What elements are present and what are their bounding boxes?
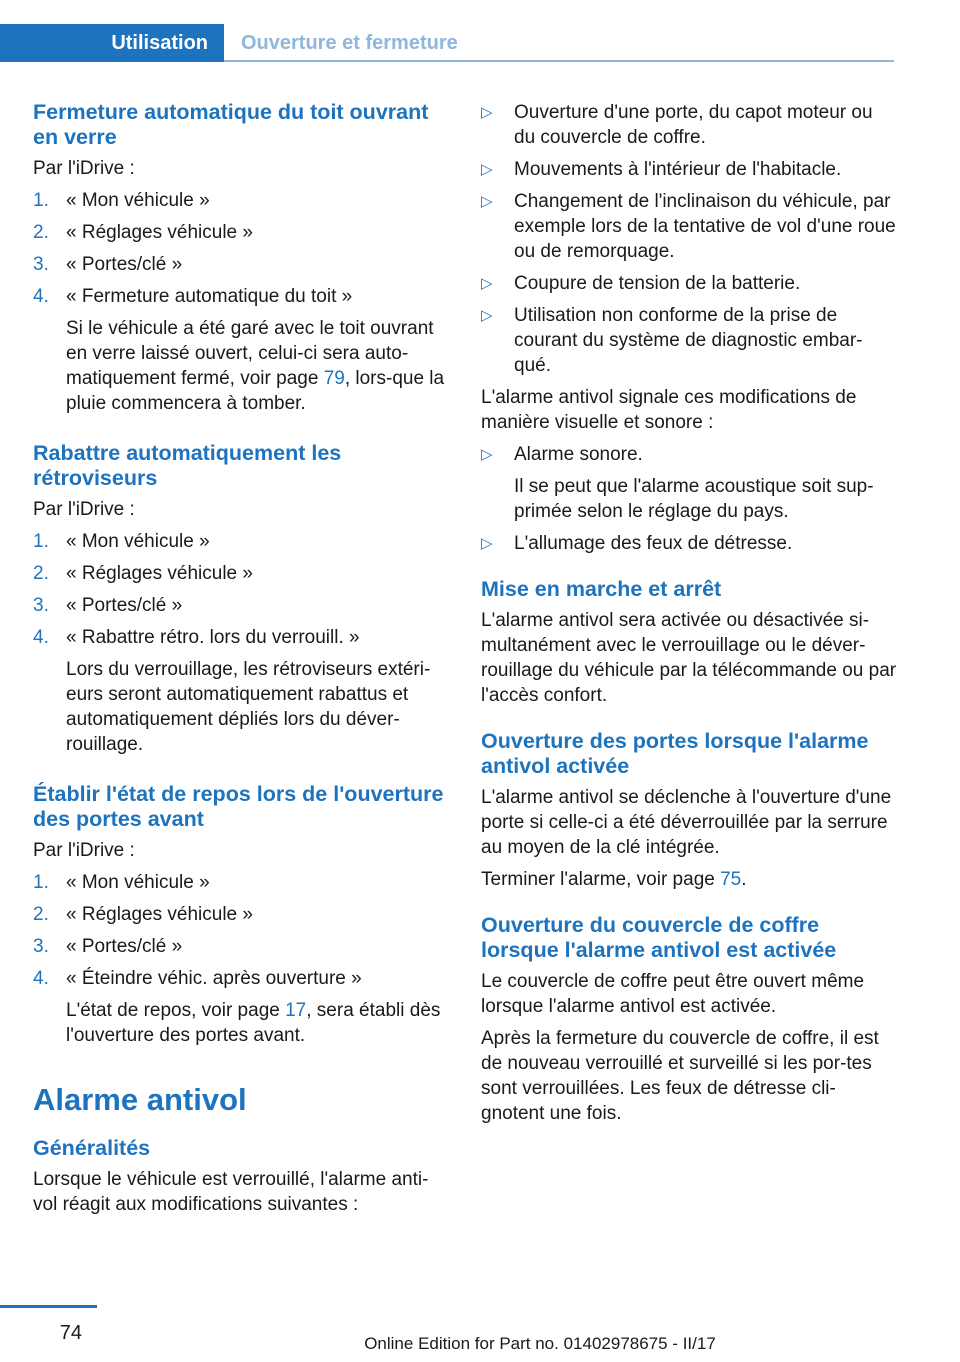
intro-text: Par l'iDrive : [33,158,135,179]
menu-path-text: « Mon véhicule » [66,531,210,552]
list-number: 1. [33,872,49,893]
list-number: 3. [33,254,49,275]
chapter-title: Alarme antivol [33,1082,247,1117]
list-number: 3. [33,936,49,957]
list-item [33,625,449,757]
menu-path-text: « Éteindre véhic. après ouverture » [66,968,362,989]
menu-path-text: « Mon véhicule » [66,190,210,211]
section-title: Généralités [33,1136,151,1160]
body-text: L'alarme antivol sera activée ou désactivée si-multanément avec le verrouillage ou le déver-rouillage du véhicule par la télécommande ou par l'accès confort. [481,610,897,706]
list-item [33,966,449,1048]
menu-path-text: « Réglages véhicule » [66,222,253,243]
numbered-list [33,529,449,757]
intro-text: Par l'iDrive : [33,499,135,520]
list-item [481,442,897,524]
body-text: L'alarme antivol signale ces modifications de manière visuelle et sonore : [481,387,857,433]
page-link-17[interactable]: 17 [285,1000,307,1021]
note-text: L'état de repos, voir page [66,1000,286,1021]
page-link-79[interactable]: 79 [323,368,345,389]
list-number: 1. [33,190,49,211]
list-item [33,870,449,895]
numbered-list [33,188,449,416]
menu-path-text: « Réglages véhicule » [66,904,253,925]
list-number: 4. [33,627,49,648]
list-item [33,252,449,277]
bullet-text: Ouverture d'une porte, du capot moteur ou du couvercle de coffre. [514,102,873,148]
menu-path-text: « Portes/clé » [66,595,183,616]
note-text: Si le véhicule a été garé avec le toit ouvrant en verre laissé ouvert, celui-ci sera auto-matiquement fermé, voir page [66,318,434,389]
list-item [33,529,449,554]
triangle-bullet-icon: ▷ [481,104,493,121]
list-number: 2. [33,563,49,584]
list-item [33,593,449,618]
bullet-text: Alarme sonore. [514,444,643,465]
body-text: L'alarme antivol se déclenche à l'ouverture d'une porte si celle-ci a été déverrouillée par la serrure au moyen de la clé intégrée. [481,787,892,858]
list-number: 4. [33,286,49,307]
menu-path-text: « Portes/clé » [66,254,183,275]
note-text: , sera établi dès l'ouverture des portes avant. [66,1000,441,1046]
list-item [481,189,897,264]
triangle-bullet-icon: ▷ [481,275,493,292]
section-title: Fermeture automatique du toit ouvrant en verre [33,100,429,149]
triangle-bullet-icon: ▷ [481,535,493,552]
triangle-bullet-icon: ▷ [481,161,493,178]
intro-text: Par l'iDrive : [33,840,135,861]
triangle-bullet-icon: ▷ [481,446,493,463]
list-item [481,100,897,150]
list-number: 2. [33,904,49,925]
list-item [481,303,897,378]
numbered-list [33,870,449,1048]
page-number: 74 [59,1322,82,1344]
body-text: Le couvercle de coffre peut être ouvert même lorsque l'alarme antivol est activée. [481,971,865,1017]
triangle-bullet-icon: ▷ [481,193,493,210]
header-tab-ouverture[interactable]: Ouverture et fermeture [241,32,458,54]
bullet-text: Mouvements à l'intérieur de l'habitacle. [514,159,842,180]
item-note: Lors du verrouillage, les rétroviseurs extéri-eurs seront automatiquement rabattus et automatiquement dépliés lors du déver-rouillage. [66,659,431,755]
list-item [481,157,897,182]
item-note: Il se peut que l'alarme acoustique soit sup-primée selon le réglage du pays. [514,476,874,522]
list-number: 2. [33,222,49,243]
section-title: Mise en marche et arrêt [481,577,722,601]
item-note [66,316,449,416]
list-item [33,188,449,213]
list-item [33,284,449,416]
section-title: Rabattre automatiquement les rétroviseurs [33,441,342,490]
footer-divider [0,1305,97,1308]
triangle-bullet-icon: ▷ [481,307,493,324]
bullet-text: Utilisation non conforme de la prise de courant du système de diagnostic embar-qué. [514,305,863,376]
section-title: Ouverture des portes lorsque l'alarme antivol activée [481,729,869,778]
menu-path-text: « Fermeture automatique du toit » [66,286,353,307]
menu-path-text: « Réglages véhicule » [66,563,253,584]
menu-path-text: « Mon véhicule » [66,872,210,893]
list-item [481,271,897,296]
text-fragment: . [741,869,747,890]
list-item [33,934,449,959]
note-text: , lors-que la pluie commencera à tomber. [66,368,445,414]
left-column [33,100,449,1224]
header-tab-utilisation[interactable]: Utilisation [0,24,224,62]
list-item [481,531,897,556]
bullet-text: L'allumage des feux de détresse. [514,533,793,554]
list-item [33,220,449,245]
bullet-text: Changement de l'inclinaison du véhicule, par exemple lors de la tentative de vol d'une roue ou de remorquage. [514,191,896,262]
body-text: Après la fermeture du couvercle de coffre, il est de nouveau verrouillé et surveillé si les por-tes sont verrouillées. Les feux de détresse cli-gnotent une fois. [481,1028,879,1124]
section-title: Établir l'état de repos lors de l'ouverture des portes avant [33,782,444,831]
edition-text: Online Edition for Part no. 01402978675 - II/17 [364,1334,716,1353]
page-header [0,0,960,62]
text-fragment: Terminer l'alarme, voir page [481,869,721,890]
list-number: 4. [33,968,49,989]
right-column [481,100,897,1133]
bullet-list [481,442,897,556]
body-text [481,867,897,892]
menu-path-text: « Rabattre rétro. lors du verrouill. » [66,627,360,648]
body-text: Lorsque le véhicule est verrouillé, l'alarme anti-vol réagit aux modifications suivantes : [33,1169,429,1215]
bullet-list [481,100,897,378]
list-number: 1. [33,531,49,552]
item-note [66,998,449,1048]
bullet-text: Coupure de tension de la batterie. [514,273,801,294]
list-number: 3. [33,595,49,616]
section-title: Ouverture du couvercle de coffre lorsque l'alarme antivol est activée [481,913,837,962]
list-item [33,561,449,586]
menu-path-text: « Portes/clé » [66,936,183,957]
header-divider [224,60,894,62]
page-link-75[interactable]: 75 [720,869,742,890]
list-item [33,902,449,927]
